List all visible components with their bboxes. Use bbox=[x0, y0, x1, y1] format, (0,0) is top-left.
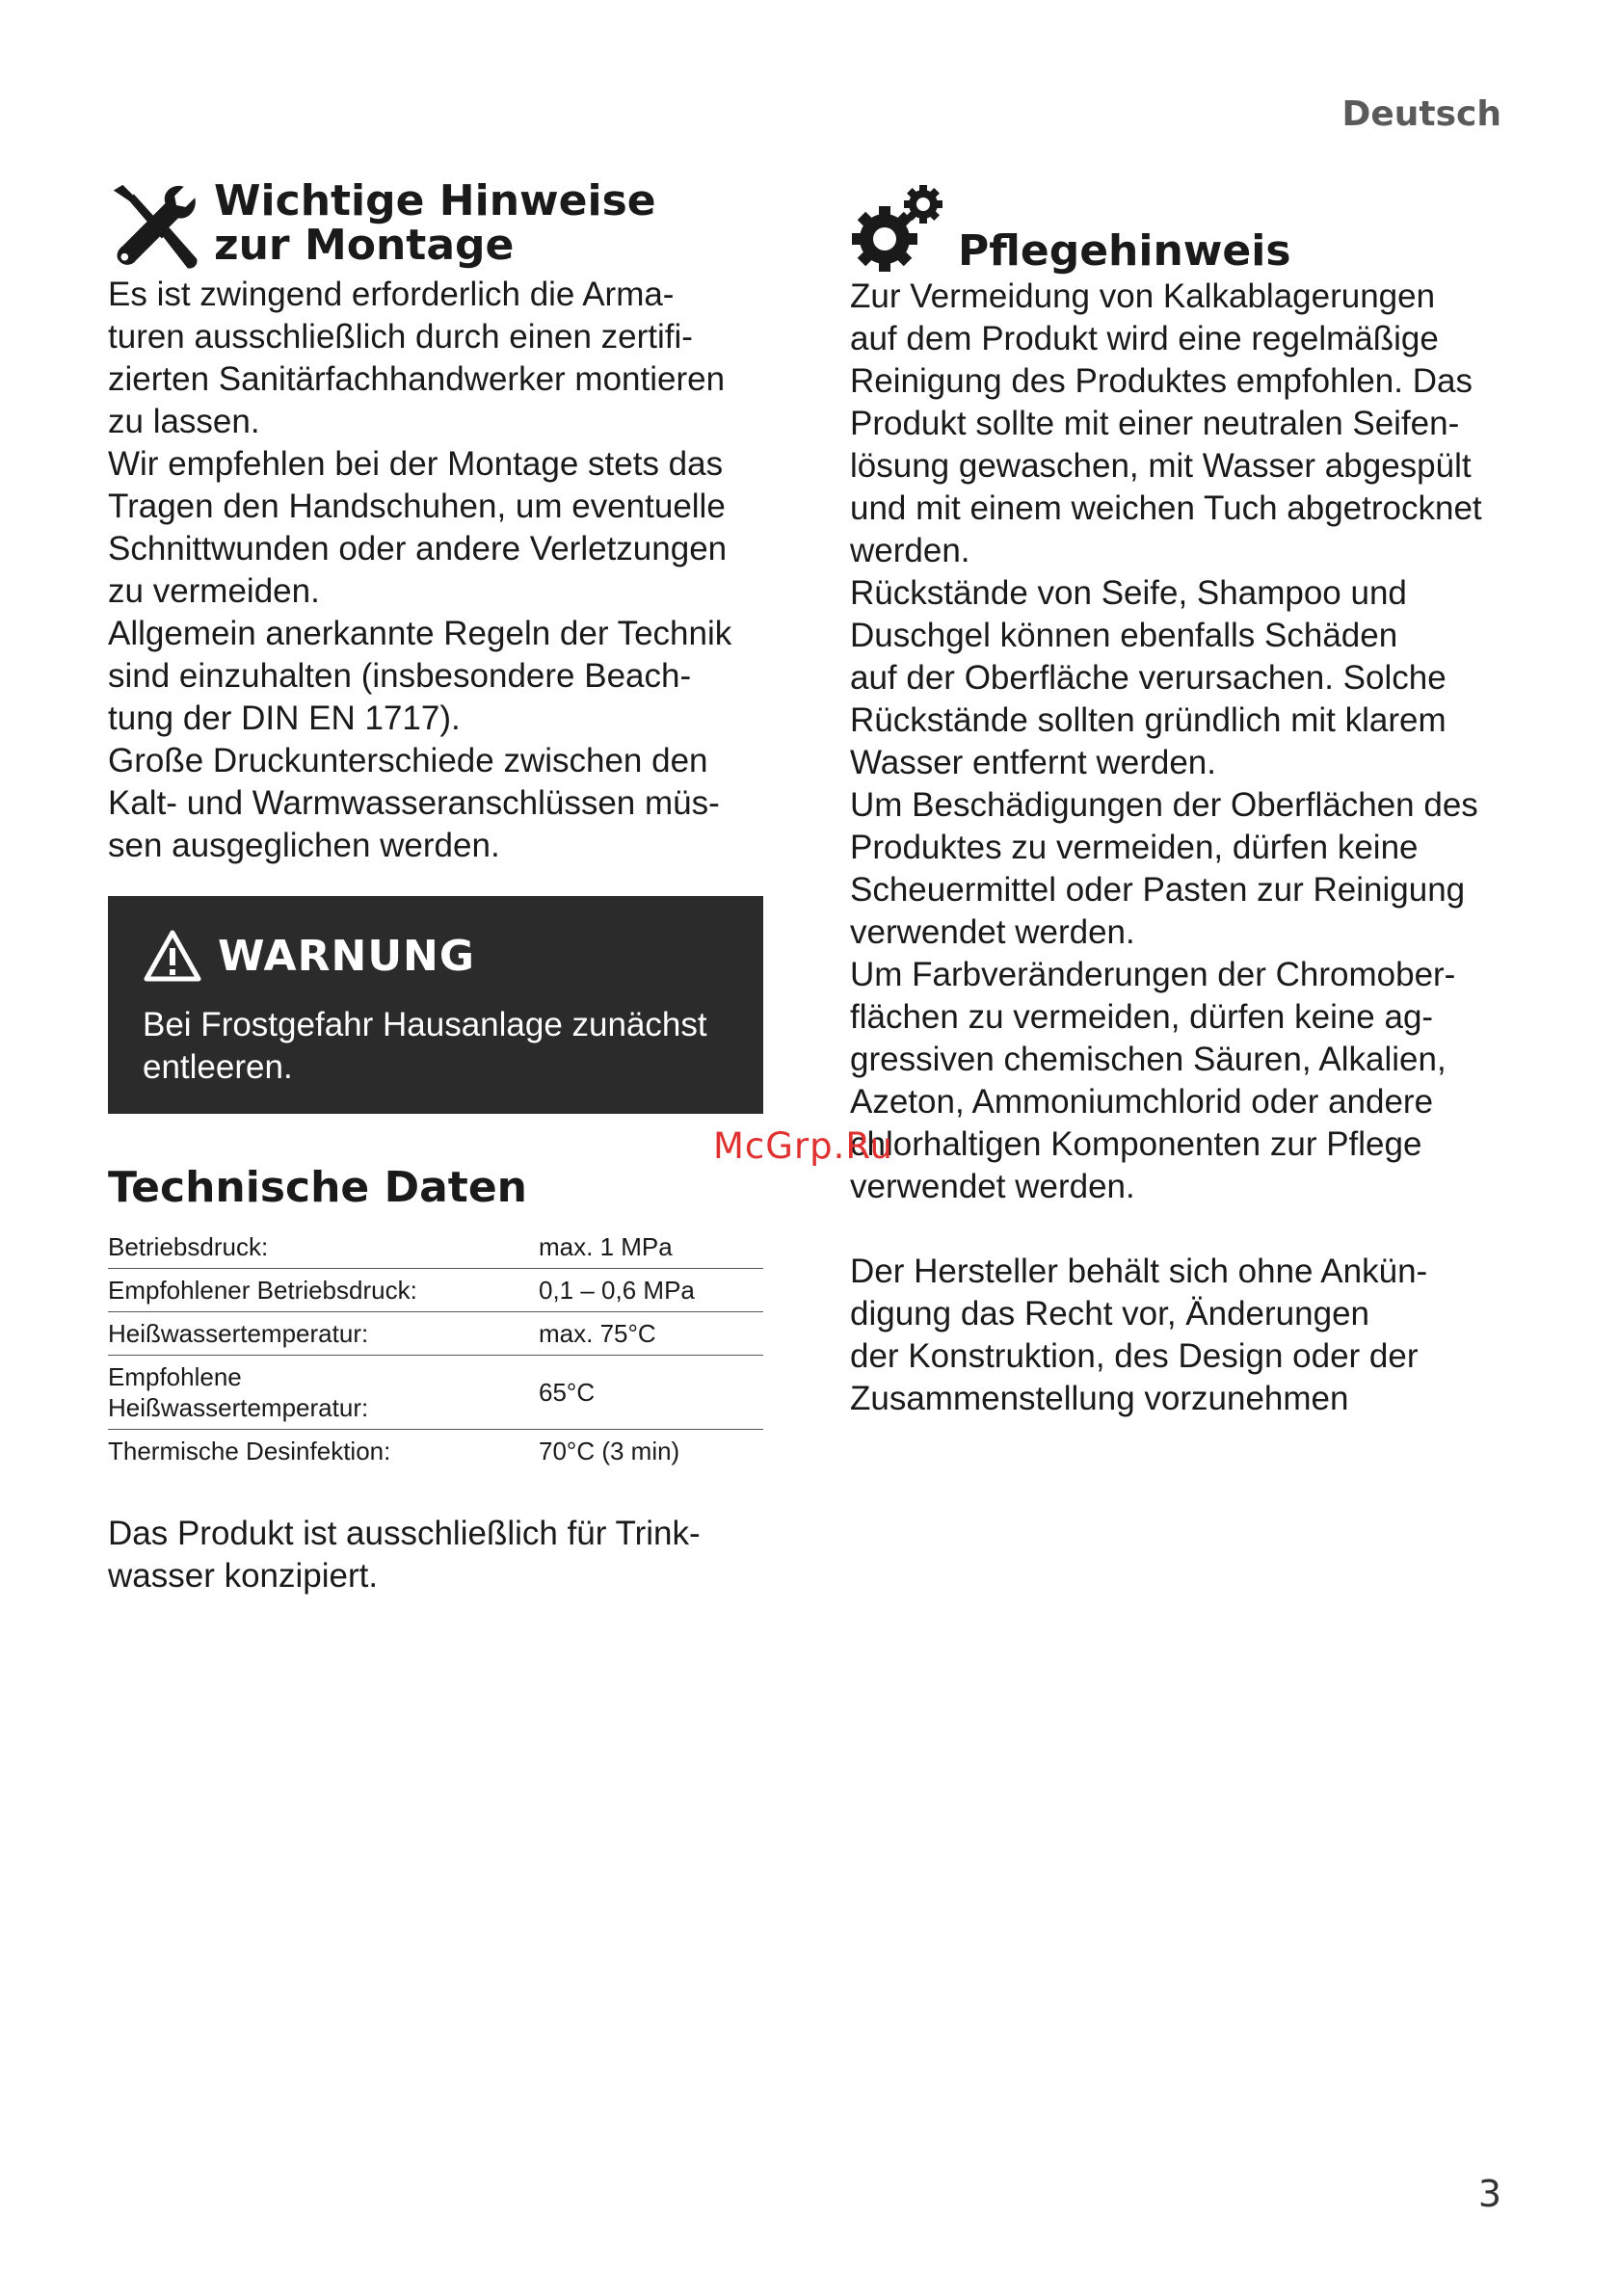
table-row bbox=[108, 1226, 763, 1269]
care-title: Pflegehinweis bbox=[958, 226, 1291, 276]
care-text: Zur Vermeidung von Kalkablagerungen auf dem Produkt wird eine regelmäßige Reinigung des Produktes empfohlen. Das Produkt sollte mit einer neutralen Seifen- lösung gewaschen, mit Wasser abgespült und mit einem weichen Tuch abgetrocknet werden. Rückstände von Seife, Shampoo und Duschgel können ebenfalls Schäden auf der Oberfläche verursachen. Solche Rückstände sollten gründlich mit klarem Wasser entfernt werden. Um Beschädigungen der Oberflächen des Produktes zu vermeiden, dürfen keine Scheuermittel oder Pasten zur Reinigung verwendet werden. Um Farbveränderungen der Chromober- flächen zu vermeiden, dürfen keine ag- gressiven chemischen Säuren, Alkalien, Azeton, Ammoniumchlorid oder andere chlorhaltigen Komponenten zur Pflege verwendet werden. bbox=[850, 277, 1482, 1205]
table-cell-label: Heißwassertemperatur: bbox=[108, 1319, 369, 1348]
table-row bbox=[108, 1312, 763, 1356]
tools-icon bbox=[108, 181, 200, 274]
manufacturer-note: Der Hersteller behält sich ohne Ankün- digung das Recht vor, Änderungen der Konstruktion, des Design oder der Zusammenstellung vorzunehmen bbox=[850, 1253, 1428, 1417]
warning-header bbox=[143, 929, 729, 983]
language-label: Deutsch bbox=[1341, 94, 1501, 134]
table-cell-value: 70°C (3 min) bbox=[539, 1437, 680, 1465]
watermark: McGrp.Ru bbox=[713, 1125, 893, 1167]
care-heading bbox=[850, 179, 1515, 276]
montage-text: Es ist zwingend erforderlich die Arma- turen ausschließlich durch einen zertifi- zierten Sanitärfachhandwerker montieren zu lassen. Wir empfehlen bei der Montage stets das Tragen den Handschuhen, um eventuelle Schnittwunden oder andere Verletzungen zu vermeiden. Allgemein anerkannte Regeln der Technik sind einzuhalten (insbesondere Beach- tung der DIN EN 1717). Große Druckunterschiede zwischen den Kalt- und Warmwasseranschlüssen müs- sen ausgeglichen werden. bbox=[108, 276, 732, 864]
table-cell-value: 0,1 – 0,6 MPa bbox=[539, 1276, 695, 1305]
montage-title: Wichtige Hinweise zur Montage bbox=[214, 176, 656, 270]
table-cell-label: Betriebsdruck: bbox=[108, 1232, 269, 1261]
table-cell-value: max. 75°C bbox=[539, 1319, 656, 1348]
warning-title: WARNUNG bbox=[218, 931, 475, 981]
montage-heading bbox=[108, 176, 763, 274]
technical-title: Technische Daten bbox=[108, 1163, 527, 1212]
table-cell-value: 65°C bbox=[539, 1378, 596, 1407]
table-cell-label: Empfohlene Heißwassertemperatur: bbox=[108, 1362, 369, 1422]
left-column bbox=[108, 176, 763, 1597]
table-row bbox=[108, 1356, 763, 1430]
table-cell-label: Empfohlener Betriebsdruck: bbox=[108, 1276, 417, 1305]
right-column bbox=[850, 179, 1515, 1420]
table-cell-label: Thermische Desinfektion: bbox=[108, 1437, 391, 1465]
table-row bbox=[108, 1430, 763, 1473]
warning-triangle-icon bbox=[143, 929, 202, 983]
table-row bbox=[108, 1269, 763, 1312]
table-cell-value: max. 1 MPa bbox=[539, 1232, 673, 1261]
warning-text: Bei Frostgefahr Hausanlage zunächst entleeren. bbox=[143, 1006, 707, 1086]
gears-icon bbox=[850, 179, 946, 276]
page-number: 3 bbox=[1477, 2173, 1501, 2215]
technical-table bbox=[108, 1226, 763, 1472]
technical-note: Das Produkt ist ausschließlich für Trink- wasser konzipiert. bbox=[108, 1515, 701, 1595]
warning-box bbox=[108, 896, 763, 1114]
